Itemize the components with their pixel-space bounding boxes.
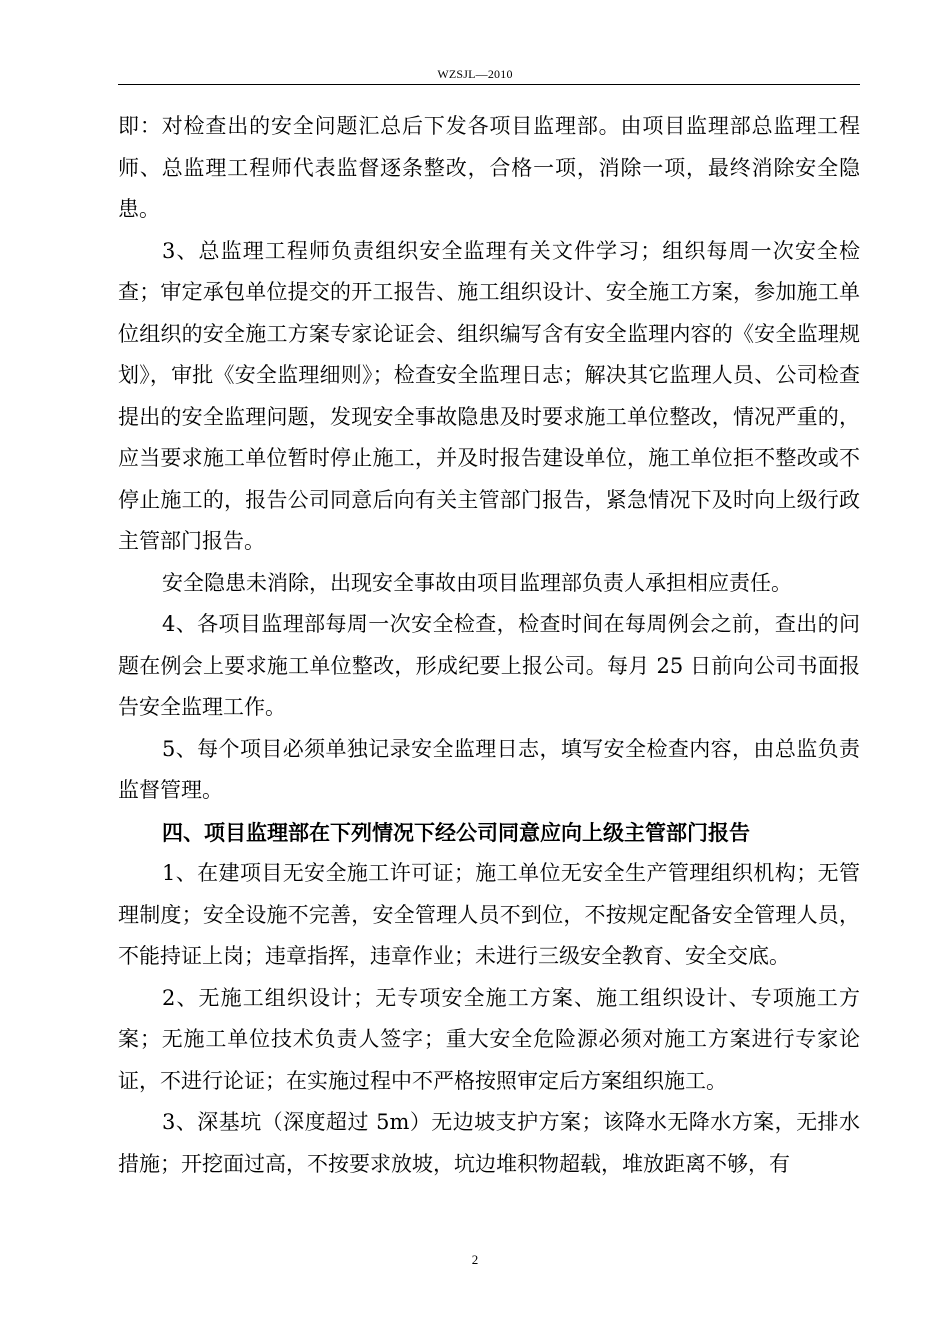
section-heading-4: 四、项目监理部在下列情况下经公司同意应向上级主管部门报告 [162,819,750,845]
paragraph-report-item-2: 2、无施工组织设计；无专项安全施工方案、施工组织设计、专项施工方案；无施工单位技术负责人签字；重大安全危险源必须对施工方案进行专家论证，不进行论证；在实施过程中不严格按照审定后方案组织施工。 [118,985,860,1093]
page-number: 2 [471,1252,479,1267]
paragraph-responsibility: 安全隐患未消除，出现安全事故由项目监理部负责人承担相应责任。 [162,570,792,595]
paragraph-report-item-1: 1、在建项目无安全施工许可证；施工单位无安全生产管理组织机构；无管理制度；安全设施不完善，安全管理人员不到位，不按规定配备安全管理人员，不能持证上岗；违章指挥，违章作业；未进行三级安全教育、安全交底。 [118,861,860,968]
document-body [118,106,860,1185]
paragraph-item-5: 5、每个项目必须单独记录安全监理日志，填写安全检查内容，由总监负责监督管理。 [118,736,860,802]
paragraph-continuation: 即：对检查出的安全问题汇总后下发各项目监理部。由项目监理部总监理工程师、总监理工程师代表监督逐条整改，合格一项，消除一项，最终消除安全隐患。 [118,114,860,221]
paragraph-report-item-3: 3、深基坑（深度超过 5m）无边坡支护方案；该降水无降水方案，无排水措施；开挖面过高，不按要求放坡，坑边堆积物超载，堆放距离不够，有 [118,1110,860,1176]
paragraph-item-4: 4、各项目监理部每周一次安全检查，检查时间在每周例会之前，查出的问题在例会上要求施工单位整改，形成纪要上报公司。每月 25 日前向公司书面报告安全监理工作。 [118,612,860,719]
header-rule [118,84,860,85]
header-code: WZSJL—2010 [437,67,513,81]
paragraph-item-3: 3、总监理工程师负责组织安全监理有关文件学习；组织每周一次安全检查；审定承包单位提交的开工报告、施工组织设计、安全施工方案，参加施工单位组织的安全施工方案专家论证会、组织编写含有安全监理内容的《安全监理规划》，审批《安全监理细则》；检查安全监理日志；解决其它监理人员、公司检查提出的安全监理问题，发现安全事故隐患及时要求施工单位整改，情况严重的，应当要求施工单位暂时停止施工，并及时报告建设单位，施工单位拒不整改或不停止施工的，报告公司同意后向有关主管部门报告，紧急情况下及时向上级行政主管部门报告。 [118,238,860,553]
